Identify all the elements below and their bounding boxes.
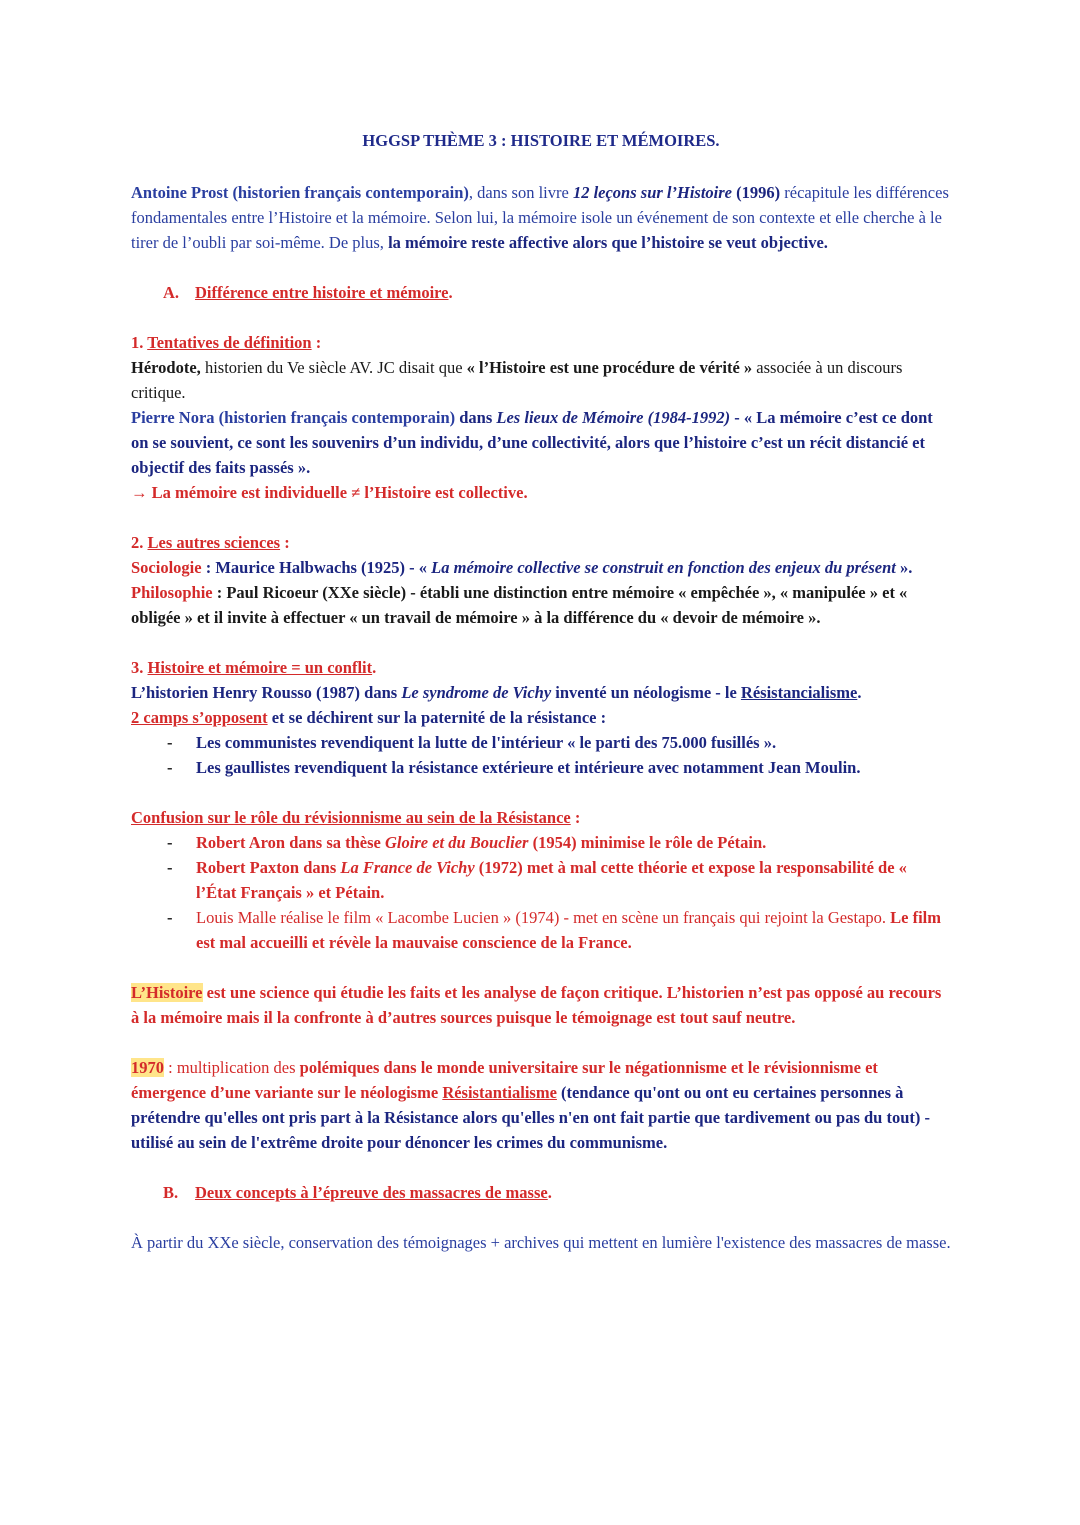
sociology-quote: La mémoire collective se construit en fonction des enjeux du présent <box>431 558 896 577</box>
list-item: - Les gaullistes revendiquent la résistance extérieure et intérieure avec notamment Jean Moulin. <box>131 755 951 780</box>
subsection-3-heading <box>131 655 951 680</box>
list-item: - Les communistes revendiquent la lutte de l'intérieur « le parti des 75.000 fusillés ». <box>131 730 951 755</box>
paxton-text: Robert Paxton dans <box>196 858 341 877</box>
list-item <box>131 905 951 955</box>
aron-text: (1954) minimise le rôle de Pétain. <box>528 833 767 852</box>
intro-paragraph <box>131 180 951 255</box>
camps-list <box>131 730 951 780</box>
paxton-book: La France de Vichy <box>340 858 475 877</box>
sociology-text: : Maurice Halbwachs (1925) - « <box>201 558 432 577</box>
subsection-2-colon: : <box>280 533 290 552</box>
year-1970-definition: (tendance qu'ont ou ont eu certaines personnes à prétendre qu'elles ont pris part à la Résistance alors qu'elles n'en ont fait partie que tardivement ou pas du tout) - utilisé au sein de l'extrême droite pour dénoncer les crimes du communisme. <box>131 1083 931 1152</box>
confusion-title: Confusion sur le rôle du révisionnisme au sein de la Résistance <box>131 808 571 827</box>
intro-book-title: 12 leçons sur l’Histoire <box>572 183 733 202</box>
herodote-paragraph <box>131 355 951 405</box>
document-content <box>131 128 951 1255</box>
year-1970-text: polémiques dans le monde universitaire sur le négationnisme et le révisionnisme et émergence d’une variante sur le néologisme <box>131 1058 878 1102</box>
list-item <box>131 855 951 905</box>
section-b-letter: B. <box>163 1183 179 1202</box>
final-paragraph: À partir du XXe siècle, conservation des témoignages + archives qui mettent en lumière l'existence des massacres de masse. <box>131 1233 951 1252</box>
intro-year: (1996) <box>732 183 781 202</box>
section-a-letter: A. <box>163 283 180 302</box>
camps-highlight: 2 camps s’opposent <box>131 708 268 727</box>
rousso-book: Le syndrome de Vichy <box>401 683 552 702</box>
subsection-1-heading <box>131 330 951 355</box>
list-item <box>131 830 951 855</box>
section-b-title: Deux concepts à l’épreuve des massacres de masse <box>195 1183 548 1202</box>
herodote-text: historien du Ve siècle AV. JC disait que <box>200 358 467 377</box>
rousso-text: inventé un néologisme - le <box>551 683 741 702</box>
philosophy-label: Philosophie <box>131 583 213 602</box>
confusion-heading <box>131 805 951 830</box>
year-1970-paragraph <box>131 1055 951 1155</box>
malle-conclusion: Le film est mal accueilli et révèle la mauvaise conscience de la France. <box>196 908 942 952</box>
aron-text: Robert Aron dans sa thèse <box>196 833 386 852</box>
herodote-text: associée à un discours critique. <box>131 358 903 402</box>
histoire-highlight: L’Histoire <box>131 983 203 1002</box>
subsection-2-title: Les autres sciences <box>147 533 281 552</box>
camps-text: et se déchirent sur la paternité de la résistance : <box>267 708 607 727</box>
intro-conclusion: la mémoire reste affective alors que l’histoire se veut objective. <box>388 233 828 252</box>
section-b-heading <box>163 1180 951 1205</box>
paxton-text: (1972) met à mal cette théorie et expose la responsabilité de « l’État Français » et Pétain. <box>196 858 907 902</box>
nora-book: Les lieux de Mémoire (1984-1992) <box>496 408 731 427</box>
histoire-text: est une science qui étudie les faits et les analyse de façon critique. L’historien n’est pas opposé au recours à la mémoire mais il la confronte à d’autres sources puisque le témoignage est tout sauf neutre. <box>131 983 942 1027</box>
subsection-1-colon: : <box>311 333 322 352</box>
confusion-list <box>131 830 951 955</box>
herodote-quote: « l’Histoire est une procédure de vérité » <box>466 358 753 377</box>
nora-text: dans <box>455 408 497 427</box>
resistantialisme-term: Résistantialisme <box>442 1083 557 1102</box>
subsection-3-number: 3. <box>131 658 148 677</box>
section-b-dot: . <box>547 1183 552 1202</box>
intro-text: , dans son livre <box>468 183 573 202</box>
year-1970-text: : multiplication des <box>164 1058 300 1077</box>
aron-book: Gloire et du Bouclier <box>385 833 529 852</box>
philosophy-paragraph <box>131 580 951 630</box>
resistancialisme-term: Résistancialisme <box>740 683 858 702</box>
nora-quote: - « La mémoire c’est ce dont on se souvient, ce sont les souvenirs d’un individu, d’une collectivité, alors que l’histoire c’est un récit distancié et objectif des faits passés ». <box>131 408 933 477</box>
intro-text: récapitule les différences fondamentales entre l’Histoire et la mémoire. Selon lui, la mémoire isole un événement de son contexte et elle cherche à le tirer de l’oubli par soi-même. De plus, <box>131 183 949 252</box>
nora-paragraph <box>131 405 951 480</box>
nora-name: Pierre Nora (historien français contemporain) <box>131 408 456 427</box>
rousso-dot: . <box>857 683 862 702</box>
histoire-paragraph <box>131 980 951 1030</box>
malle-text: Louis Malle réalise le film « Lacombe Lucien » (1974) - met en scène un français qui rejoint la Gestapo. <box>196 908 891 927</box>
sociology-paragraph <box>131 555 951 580</box>
subsection-1-title: Tentatives de définition <box>147 333 312 352</box>
subsection-3-dot: . <box>372 658 377 677</box>
rousso-paragraph <box>131 680 951 705</box>
subsection-2-heading <box>131 530 951 555</box>
philosophy-text: : Paul Ricoeur (XXe siècle) - établi une distinction entre mémoire « empêchée », « manipulée » et « obligée » et il invite à effectuer « un travail de mémoire » à la différence du « devoir de mémoire ». <box>131 583 908 627</box>
section-a-dot: . <box>448 283 453 302</box>
intro-author: Antoine Prost (historien français contemporain) <box>131 183 469 202</box>
subsection-2-number: 2. <box>131 533 148 552</box>
section-a-title: Différence entre histoire et mémoire <box>195 283 449 302</box>
rousso-text: L’historien Henry Rousso (1987) dans <box>131 683 402 702</box>
page-title: HGGSP THÈME 3 : HISTOIRE ET MÉMOIRES. <box>362 131 720 150</box>
year-1970-highlight: 1970 <box>131 1058 164 1077</box>
sociology-label: Sociologie <box>131 558 202 577</box>
herodote-name: Hérodote, <box>131 358 201 377</box>
section-a-heading <box>163 280 951 305</box>
subsection-3-title: Histoire et mémoire = un conflit <box>147 658 373 677</box>
subsection-1-number: 1. <box>131 333 148 352</box>
definition-conclusion: → La mémoire est individuelle ≠ l’Histoire est collective. <box>131 483 528 502</box>
sociology-text: ». <box>895 558 913 577</box>
camps-paragraph <box>131 705 951 730</box>
confusion-colon: : <box>570 808 581 827</box>
